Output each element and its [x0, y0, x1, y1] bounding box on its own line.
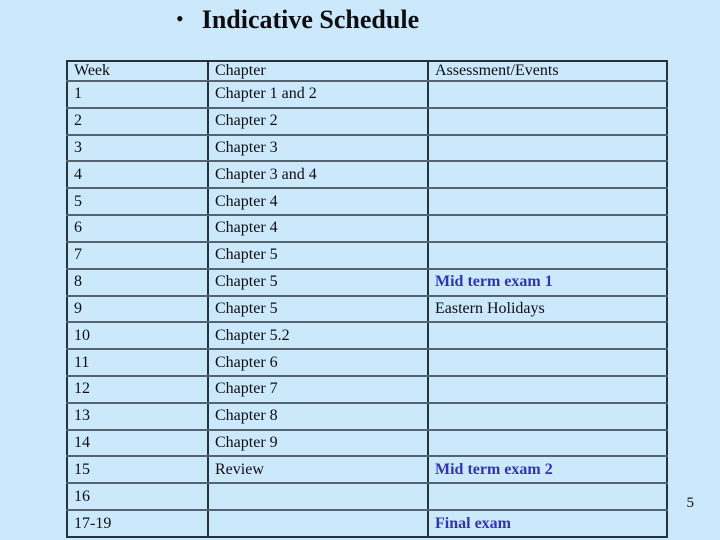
page-title: Indicative Schedule: [201, 5, 420, 34]
table-row: [67, 376, 667, 403]
table-row: [67, 161, 667, 188]
event-cell: [428, 108, 667, 135]
week-cell: 6: [67, 215, 208, 242]
table-row: [67, 269, 667, 296]
event-cell: [428, 215, 667, 242]
event-cell: [428, 135, 667, 162]
week-cell: 17-19: [67, 510, 208, 537]
chapter-cell: Chapter 5: [208, 242, 428, 269]
chapter-cell: Review: [208, 456, 428, 483]
chapter-cell: Chapter 5: [208, 296, 428, 323]
chapter-cell: Chapter 4: [208, 215, 428, 242]
week-cell: 3: [67, 135, 208, 162]
chapter-cell: Chapter 1 and 2: [208, 81, 428, 108]
week-cell: 10: [67, 322, 208, 349]
table-row: [67, 135, 667, 162]
event-cell: [428, 376, 667, 403]
event-cell: [428, 188, 667, 215]
chapter-cell: Chapter 2: [208, 108, 428, 135]
event-cell: Eastern Holidays: [428, 296, 667, 323]
bullet-icon: •: [176, 6, 184, 31]
event-cell: Mid term exam 1: [428, 269, 667, 296]
chapter-cell: Chapter 3 and 4: [208, 161, 428, 188]
chapter-cell: Chapter 7: [208, 376, 428, 403]
event-cell: Final exam: [428, 510, 667, 537]
event-cell: Mid term exam 2: [428, 456, 667, 483]
event-cell: [428, 403, 667, 430]
chapter-cell: [208, 483, 428, 510]
week-cell: 4: [67, 161, 208, 188]
table-row: [67, 510, 667, 537]
table-row: [67, 108, 667, 135]
week-cell: 14: [67, 430, 208, 457]
schedule-table: [66, 60, 668, 538]
chapter-cell: Chapter 5: [208, 269, 428, 296]
page-number: 5: [686, 495, 694, 511]
col-header-assessment: Assessment/Events: [428, 61, 667, 81]
event-cell: [428, 161, 667, 188]
chapter-cell: Chapter 5.2: [208, 322, 428, 349]
table-row: [67, 242, 667, 269]
chapter-cell: Chapter 8: [208, 403, 428, 430]
col-header-chapter: Chapter: [208, 61, 428, 81]
week-cell: 15: [67, 456, 208, 483]
week-cell: 1: [67, 81, 208, 108]
table-row: [67, 215, 667, 242]
table-row: [67, 349, 667, 376]
event-cell: [428, 322, 667, 349]
table-row: [67, 456, 667, 483]
col-header-week: Week: [67, 61, 208, 81]
table-row: [67, 483, 667, 510]
week-cell: 9: [67, 296, 208, 323]
week-cell: 13: [67, 403, 208, 430]
table-row: [67, 81, 667, 108]
week-cell: 2: [67, 108, 208, 135]
chapter-cell: Chapter 4: [208, 188, 428, 215]
week-cell: 11: [67, 349, 208, 376]
chapter-cell: Chapter 3: [208, 135, 428, 162]
week-cell: 8: [67, 269, 208, 296]
chapter-cell: Chapter 9: [208, 430, 428, 457]
event-cell: [428, 242, 667, 269]
table-row: [67, 403, 667, 430]
table-row: [67, 296, 667, 323]
table-row: [67, 430, 667, 457]
table-row: [67, 322, 667, 349]
chapter-cell: Chapter 6: [208, 349, 428, 376]
event-cell: [428, 430, 667, 457]
week-cell: 7: [67, 242, 208, 269]
chapter-cell: [208, 510, 428, 537]
slide-title-row: [176, 5, 419, 35]
week-cell: 5: [67, 188, 208, 215]
week-cell: 16: [67, 483, 208, 510]
event-cell: [428, 81, 667, 108]
week-cell: 12: [67, 376, 208, 403]
event-cell: [428, 483, 667, 510]
table-row: [67, 188, 667, 215]
event-cell: [428, 349, 667, 376]
table-header-row: [67, 61, 667, 81]
